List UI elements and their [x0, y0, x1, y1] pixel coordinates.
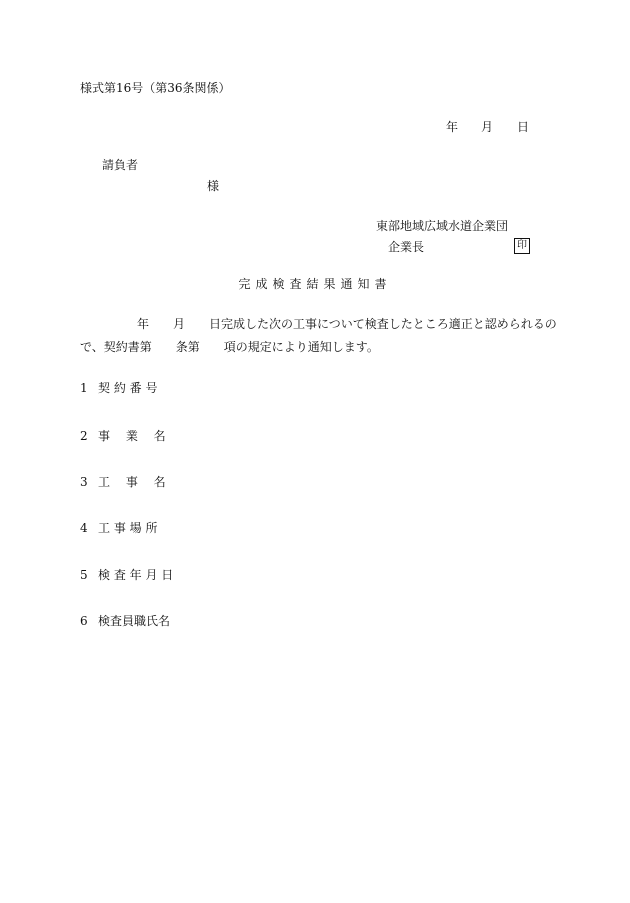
item-label: 工 事 場 所 — [98, 521, 158, 535]
item-number: 6 — [80, 614, 88, 628]
date-day-label: 日 — [517, 120, 530, 134]
item-inspector-name — [80, 615, 170, 627]
contractor-label: 請負者 — [102, 158, 139, 172]
item-number: 4 — [80, 521, 88, 535]
item-project-name — [80, 430, 166, 442]
item-number: 1 — [80, 381, 88, 395]
body-line-2 — [80, 341, 379, 353]
item-construction-name — [80, 476, 166, 488]
item-number: 2 — [80, 429, 88, 443]
organization-name: 東部地域広域水道企業団 — [376, 219, 509, 233]
body-month: 月 — [173, 317, 186, 331]
item-label: 工 事 名 — [98, 475, 166, 489]
date-month-label: 月 — [481, 120, 494, 134]
date-year-label: 年 — [446, 120, 459, 134]
body-day-text: 日完成した次の工事について検査したところ適正と認められるの — [209, 317, 557, 331]
honorific: 様 — [207, 179, 220, 193]
chief-title: 企業長 — [388, 240, 425, 254]
body-line2-a: で、契約書第 — [80, 340, 152, 354]
item-label: 契 約 番 号 — [98, 381, 158, 395]
form-number: 様式第16号（第36条関係） — [80, 81, 231, 95]
seal-mark: 印 — [514, 238, 530, 254]
document-title: 完成検査結果通知書 — [238, 277, 392, 291]
item-number: 5 — [80, 568, 88, 582]
item-construction-site — [80, 522, 157, 534]
item-contract-number — [80, 382, 157, 394]
issue-date — [446, 121, 529, 133]
item-inspection-date — [80, 569, 173, 581]
item-label: 検 査 年 月 日 — [98, 568, 174, 582]
item-label: 事 業 名 — [98, 429, 166, 443]
body-line2-c: 項の規定により通知します。 — [223, 340, 379, 354]
item-label: 検査員職氏名 — [98, 614, 171, 628]
body-line2-b: 条第 — [175, 340, 200, 354]
item-number: 3 — [80, 475, 88, 489]
body-year: 年 — [137, 317, 150, 331]
body-line-1 — [80, 318, 557, 330]
